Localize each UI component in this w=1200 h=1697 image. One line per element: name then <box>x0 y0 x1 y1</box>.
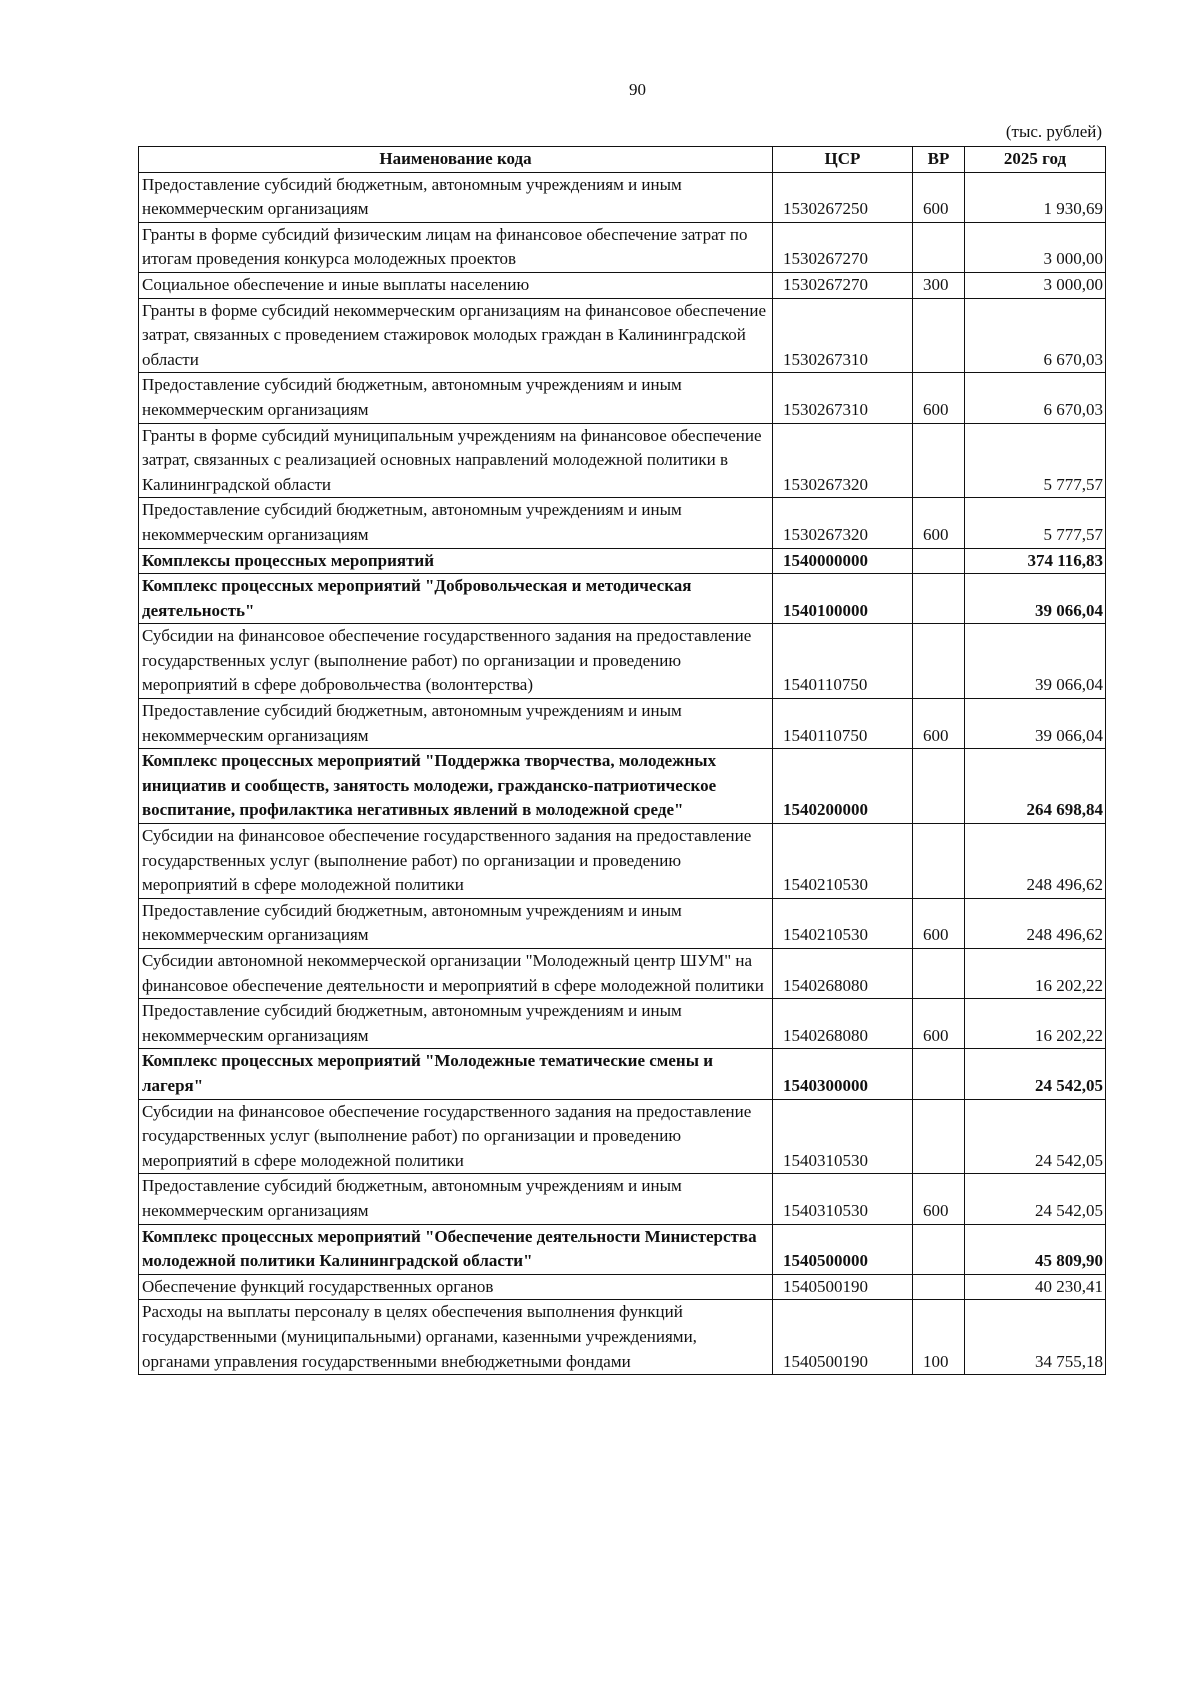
table-header <box>139 147 1106 173</box>
cell-year: 24 542,05 <box>965 1099 1106 1174</box>
cell-year: 24 542,05 <box>965 1174 1106 1224</box>
table-row <box>139 172 1106 222</box>
cell-name: Предоставление субсидий бюджетным, автономным учреждениям и иным некоммерческим организациям <box>139 699 773 749</box>
cell-vr <box>913 298 965 373</box>
cell-csr: 1540100000 <box>773 574 913 624</box>
cell-name: Субсидии автономной некоммерческой организации "Молодежный центр ШУМ" на финансовое обеспечение деятельности и мероприятий в сфере молодежной политики <box>139 949 773 999</box>
cell-name: Комплексы процессных мероприятий <box>139 548 773 574</box>
cell-csr: 1540210530 <box>773 824 913 899</box>
cell-csr: 1540110750 <box>773 624 913 699</box>
cell-vr: 300 <box>913 272 965 298</box>
cell-year: 5 777,57 <box>965 498 1106 548</box>
table-row <box>139 1300 1106 1375</box>
cell-name: Комплекс процессных мероприятий "Молодежные тематические смены и лагеря" <box>139 1049 773 1099</box>
table-body <box>139 172 1106 1375</box>
table-row <box>139 624 1106 699</box>
table-row <box>139 548 1106 574</box>
cell-csr: 1540000000 <box>773 548 913 574</box>
cell-name: Расходы на выплаты персоналу в целях обеспечения выполнения функций государственными (муниципальными) органами, казенными учреждениями, органами управления государственными внебюджетными фондами <box>139 1300 773 1375</box>
table-row <box>139 1049 1106 1099</box>
cell-vr: 600 <box>913 373 965 423</box>
cell-csr: 1530267310 <box>773 373 913 423</box>
cell-year: 374 116,83 <box>965 548 1106 574</box>
cell-vr <box>913 949 965 999</box>
cell-year: 6 670,03 <box>965 298 1106 373</box>
cell-csr: 1540310530 <box>773 1099 913 1174</box>
table-row <box>139 498 1106 548</box>
budget-table <box>138 146 1106 1375</box>
cell-name: Комплекс процессных мероприятий "Поддержка творчества, молодежных инициатив и сообществ, занятость молодежи, гражданско-патриотическое воспитание, профилактика негативных явлений в молодежной среде" <box>139 749 773 824</box>
units-label: (тыс. рублей) <box>1005 122 1102 141</box>
cell-vr <box>913 1099 965 1174</box>
cell-csr: 1540200000 <box>773 749 913 824</box>
cell-name: Предоставление субсидий бюджетным, автономным учреждениям и иным некоммерческим организациям <box>139 373 773 423</box>
cell-vr: 100 <box>913 1300 965 1375</box>
cell-year: 1 930,69 <box>965 172 1106 222</box>
cell-name: Гранты в форме субсидий муниципальным учреждениям на финансовое обеспечение затрат, связанных с реализацией основных направлений молодежной политики в Калининградской области <box>139 423 773 498</box>
header-year: 2025 год <box>965 147 1106 173</box>
cell-name: Предоставление субсидий бюджетным, автономным учреждениям и иным некоммерческим организациям <box>139 999 773 1049</box>
cell-name: Субсидии на финансовое обеспечение государственного задания на предоставление государственных услуг (выполнение работ) по организации и проведению мероприятий в сфере добровольчества (волонтерства) <box>139 624 773 699</box>
cell-name: Субсидии на финансовое обеспечение государственного задания на предоставление государственных услуг (выполнение работ) по организации и проведению мероприятий в сфере молодежной политики <box>139 1099 773 1174</box>
cell-csr: 1530267310 <box>773 298 913 373</box>
cell-name: Субсидии на финансовое обеспечение государственного задания на предоставление государственных услуг (выполнение работ) по организации и проведению мероприятий в сфере молодежной политики <box>139 824 773 899</box>
cell-csr: 1540300000 <box>773 1049 913 1099</box>
cell-vr: 600 <box>913 172 965 222</box>
cell-year: 39 066,04 <box>965 624 1106 699</box>
table-row <box>139 1224 1106 1274</box>
table-row <box>139 1099 1106 1174</box>
cell-vr <box>913 1274 965 1300</box>
cell-csr: 1530267270 <box>773 222 913 272</box>
cell-year: 39 066,04 <box>965 699 1106 749</box>
cell-year: 16 202,22 <box>965 999 1106 1049</box>
cell-csr: 1530267320 <box>773 498 913 548</box>
header-name: Наименование кода <box>139 147 773 173</box>
cell-year: 3 000,00 <box>965 222 1106 272</box>
cell-csr: 1530267320 <box>773 423 913 498</box>
cell-vr <box>913 824 965 899</box>
cell-csr: 1540268080 <box>773 999 913 1049</box>
table-row <box>139 298 1106 373</box>
cell-name: Предоставление субсидий бюджетным, автономным учреждениям и иным некоммерческим организациям <box>139 498 773 548</box>
cell-csr: 1530267250 <box>773 172 913 222</box>
table-row <box>139 824 1106 899</box>
cell-year: 264 698,84 <box>965 749 1106 824</box>
table-row <box>139 999 1106 1049</box>
cell-csr: 1540310530 <box>773 1174 913 1224</box>
cell-year: 248 496,62 <box>965 824 1106 899</box>
table-row <box>139 1174 1106 1224</box>
cell-year: 16 202,22 <box>965 949 1106 999</box>
cell-year: 45 809,90 <box>965 1224 1106 1274</box>
table-row <box>139 1274 1106 1300</box>
table-row <box>139 574 1106 624</box>
table-row <box>139 699 1106 749</box>
cell-year: 40 230,41 <box>965 1274 1106 1300</box>
cell-vr <box>913 222 965 272</box>
cell-vr: 600 <box>913 999 965 1049</box>
cell-name: Предоставление субсидий бюджетным, автономным учреждениям и иным некоммерческим организациям <box>139 1174 773 1224</box>
cell-csr: 1540500190 <box>773 1300 913 1375</box>
page-number: 90 <box>629 80 646 99</box>
header-row <box>139 147 1106 173</box>
cell-csr: 1530267270 <box>773 272 913 298</box>
cell-vr: 600 <box>913 1174 965 1224</box>
cell-vr: 600 <box>913 498 965 548</box>
cell-year: 5 777,57 <box>965 423 1106 498</box>
table-row <box>139 222 1106 272</box>
cell-name: Предоставление субсидий бюджетным, автономным учреждениям и иным некоммерческим организациям <box>139 898 773 948</box>
cell-vr: 600 <box>913 898 965 948</box>
cell-year: 34 755,18 <box>965 1300 1106 1375</box>
cell-csr: 1540500000 <box>773 1224 913 1274</box>
cell-name: Социальное обеспечение и иные выплаты населению <box>139 272 773 298</box>
header-csr: ЦСР <box>773 147 913 173</box>
cell-vr <box>913 423 965 498</box>
cell-vr: 600 <box>913 699 965 749</box>
cell-name: Комплекс процессных мероприятий "Обеспечение деятельности Министерства молодежной политики Калининградской области" <box>139 1224 773 1274</box>
table-row <box>139 373 1106 423</box>
table-row <box>139 749 1106 824</box>
cell-csr: 1540110750 <box>773 699 913 749</box>
cell-vr <box>913 574 965 624</box>
cell-vr <box>913 548 965 574</box>
cell-name: Комплекс процессных мероприятий "Добровольческая и методическая деятельность" <box>139 574 773 624</box>
table-row <box>139 898 1106 948</box>
cell-name: Гранты в форме субсидий некоммерческим организациям на финансовое обеспечение затрат, связанных с проведением стажировок молодых граждан в Калининградской области <box>139 298 773 373</box>
cell-csr: 1540210530 <box>773 898 913 948</box>
cell-vr <box>913 1224 965 1274</box>
cell-csr: 1540268080 <box>773 949 913 999</box>
table-row <box>139 423 1106 498</box>
cell-year: 24 542,05 <box>965 1049 1106 1099</box>
cell-name: Гранты в форме субсидий физическим лицам на финансовое обеспечение затрат по итогам проведения конкурса молодежных проектов <box>139 222 773 272</box>
cell-year: 6 670,03 <box>965 373 1106 423</box>
cell-vr <box>913 749 965 824</box>
cell-year: 248 496,62 <box>965 898 1106 948</box>
header-vr: ВР <box>913 147 965 173</box>
cell-name: Предоставление субсидий бюджетным, автономным учреждениям и иным некоммерческим организациям <box>139 172 773 222</box>
cell-csr: 1540500190 <box>773 1274 913 1300</box>
cell-year: 3 000,00 <box>965 272 1106 298</box>
table-row <box>139 272 1106 298</box>
cell-vr <box>913 1049 965 1099</box>
cell-vr <box>913 624 965 699</box>
cell-year: 39 066,04 <box>965 574 1106 624</box>
cell-name: Обеспечение функций государственных органов <box>139 1274 773 1300</box>
table-row <box>139 949 1106 999</box>
